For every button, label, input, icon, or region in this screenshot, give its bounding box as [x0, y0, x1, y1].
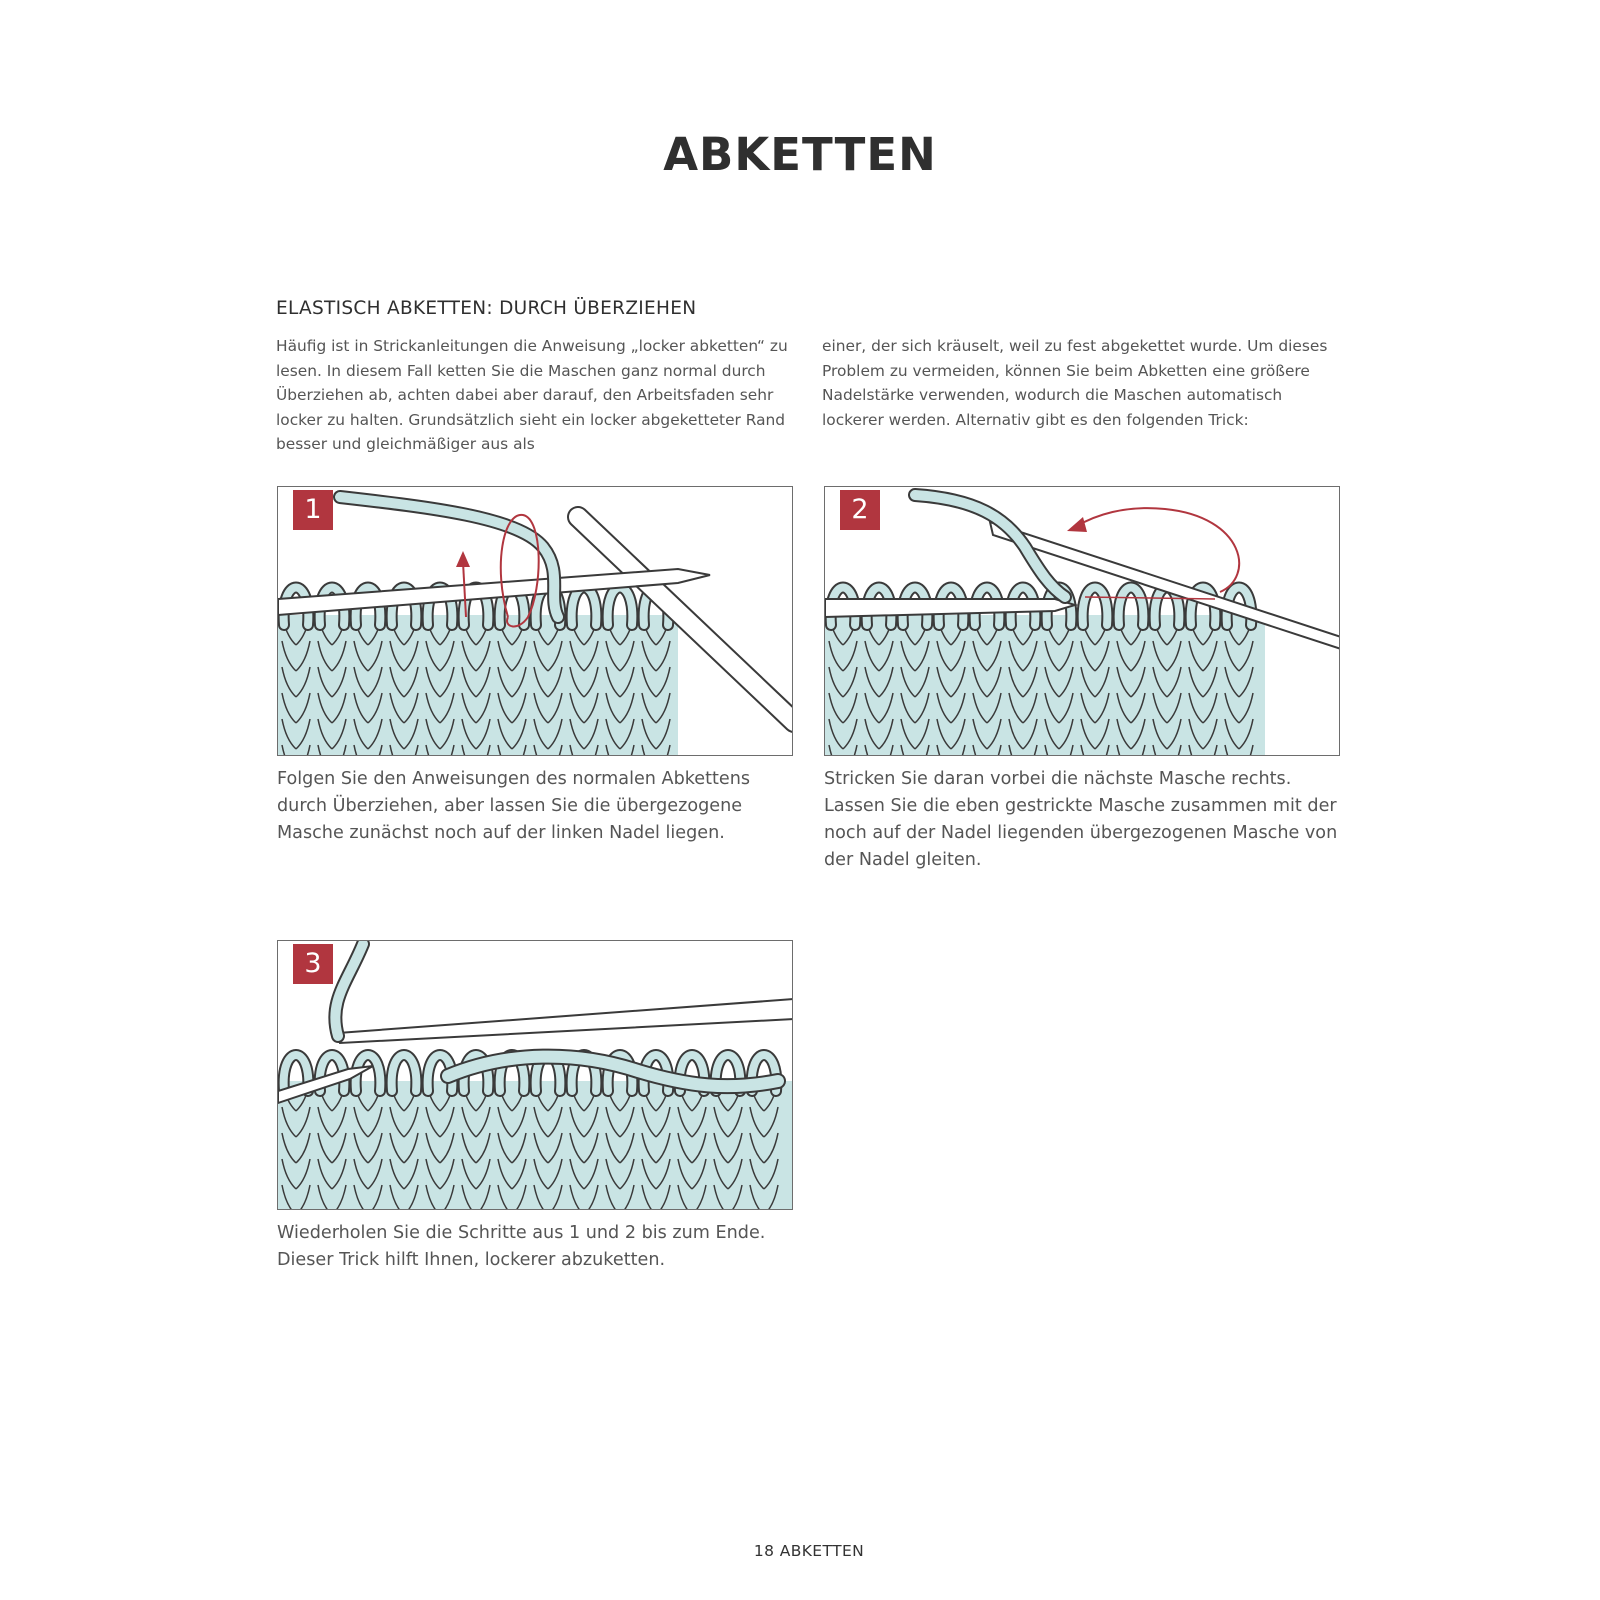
step-1-illustration — [277, 486, 793, 756]
step-number-badge: 2 — [840, 490, 880, 530]
step-number-badge: 1 — [293, 490, 333, 530]
step-1-caption: Folgen Sie den Anweisungen des normalen Abkettens durch Überziehen, aber lassen Sie die übergezogene Masche zunächst noch auf der linken Nadel liegen. — [277, 769, 751, 843]
step-2-caption: Stricken Sie daran vorbei die nächste Masche rechts. Lassen Sie die eben gestrickte Masche zusammen mit der noch auf der Nadel liegenden übergezogenen Masche von der Nadel gleiten. — [824, 769, 1338, 870]
step-2-illustration — [824, 486, 1340, 756]
knitting-illustration-1 — [278, 487, 793, 756]
knitting-illustration-3 — [278, 941, 793, 1210]
intro-text-left: Häufig ist in Strickanleitungen die Anweisung „locker abketten“ zu lesen. In diesem Fall ketten Sie die Maschen ganz normal durch Überziehen ab, achten dabei aber darauf, den Arbeitsfaden sehr locker zu halten. Grundsätzlich sieht ein locker abgeketteter Rand besser und gleichmäßiger aus als — [276, 337, 788, 453]
intro-text-right: einer, der sich kräuselt, weil zu fest abgekettet wurde. Um dieses Problem zu vermeiden, können Sie beim Abketten eine größere Nadelstärke verwenden, wodurch die Maschen automatisch lockerer werden. Alternativ gibt es den folgenden Trick: — [822, 337, 1328, 429]
page-title: ABKETTEN — [663, 128, 937, 181]
step-3-caption: Wiederholen Sie die Schritte aus 1 und 2 bis zum Ende. Dieser Trick hilft Ihnen, lockerer abzuketten. — [277, 1223, 766, 1270]
step-3-illustration — [277, 940, 793, 1210]
knitting-illustration-2 — [825, 487, 1340, 756]
page-footer: 18 ABKETTEN — [753, 1542, 865, 1560]
step-number-badge: 3 — [293, 944, 333, 984]
section-heading: ELASTISCH ABKETTEN: DURCH ÜBERZIEHEN — [276, 298, 697, 319]
